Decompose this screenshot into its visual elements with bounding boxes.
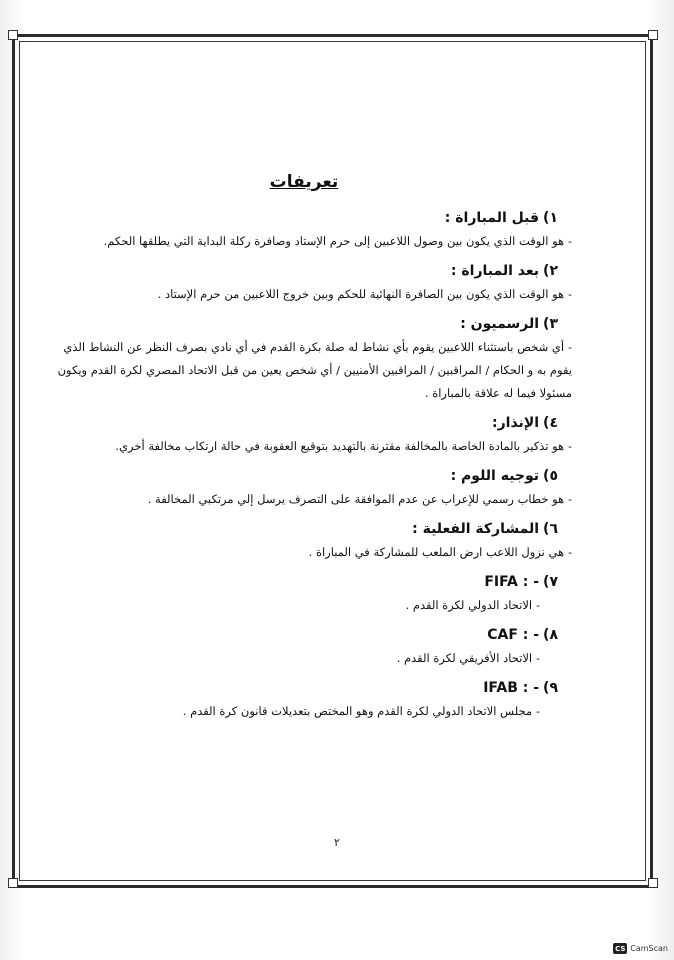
bullet-dash: - (568, 234, 572, 248)
border-corner-bottom-right (648, 878, 658, 888)
definition-text (40, 283, 576, 306)
bullet-dash: - (536, 651, 540, 665)
section-number: ٣) (543, 316, 558, 332)
section-number: ٨) (543, 627, 558, 643)
border-corner-top-right (648, 30, 658, 40)
bullet-dash: - (568, 439, 572, 453)
border-corner-bottom-left (8, 878, 18, 888)
definition-body: الاتحاد الأفريقي لكرة القدم . (396, 651, 533, 665)
section-number: ٢) (543, 263, 558, 279)
definition-heading (40, 517, 568, 541)
defined-term: المشاركة الفعلية : (412, 521, 540, 537)
defined-term: الرسميون : (460, 316, 540, 332)
definition-heading (40, 570, 568, 594)
definition-section (40, 623, 568, 670)
definition-section (40, 517, 572, 564)
defined-term: IFAB : - (483, 680, 540, 696)
definition-body: هو الوقت الذي يكون بين وصول اللاعبين إلى حرم الإستاد وصافرة ركلة البداية التي يطلقها الحكم. (103, 234, 565, 248)
bullet-dash: - (568, 545, 572, 559)
definition-heading (40, 259, 568, 283)
definition-text (40, 541, 576, 564)
document-body (40, 172, 572, 729)
definition-heading (40, 312, 568, 336)
bullet-dash: - (536, 598, 540, 612)
document-title: تعريفات (269, 172, 339, 192)
bullet-dash: - (568, 492, 572, 506)
definition-section (40, 676, 568, 723)
bullet-dash: - (568, 340, 572, 354)
section-number: ٩) (543, 680, 558, 696)
border-corner-top-left (8, 30, 18, 40)
definition-section (40, 312, 572, 405)
section-number: ١) (543, 210, 558, 226)
bullet-dash: - (536, 704, 540, 718)
defined-term: قبل المباراة : (444, 210, 540, 226)
definition-heading (40, 411, 568, 435)
definition-text (40, 435, 576, 458)
defined-term: الإنذار: (492, 415, 540, 431)
definition-text (40, 230, 576, 253)
definition-text (40, 700, 576, 723)
definition-heading (40, 676, 568, 700)
definition-section (40, 411, 572, 458)
defined-term: بعد المباراة : (450, 263, 540, 279)
definition-body: هو الوقت الذي يكون بين الصافرة النهائية للحكم وبين خروج اللاعبين من حرم الإستاد . (157, 287, 565, 301)
definition-heading (40, 623, 568, 647)
definition-body: الاتحاد الدولي لكرة القدم . (405, 598, 533, 612)
definitions-list (40, 206, 572, 723)
definition-section (40, 206, 572, 253)
camscanner-logo-icon: CS (615, 944, 626, 953)
section-number: ٧) (543, 574, 558, 590)
definition-body: أي شخص باستثناء اللاعبين يقوم بأي نشاط له صلة بكرة القدم في أي نادي بصرف النظر عن النشاط الذي يقوم به و الحكام / المراقبين / المراقبين الأمنيين / أي شخص يعين من قبل الاتحاد المصري لكرة القدم ويكون مسئولا فيما له علاقة بالمباراة . (57, 340, 572, 400)
definition-section (40, 464, 572, 511)
definition-body: هو تذكير بالمادة الخاصة بالمخالفة مقترنة بالتهديد بتوقيع العقوبة في حالة ارتكاب مخالفة أخري. (115, 439, 565, 453)
defined-term: CAF : - (487, 627, 540, 643)
definition-body: هو خطاب رسمي للإعراب عن عدم الموافقة على التصرف يرسل إلي مرتكبي المخالفة . (147, 492, 565, 506)
camscanner-label: CamScan (630, 944, 668, 953)
definition-heading (40, 206, 568, 230)
definition-text (40, 488, 576, 511)
definition-body: مجلس الاتحاد الدولي لكرة القدم وهو المختص بتعديلات قانون كرة القدم . (182, 704, 533, 718)
definition-section (40, 259, 572, 306)
section-number: ٥) (543, 468, 558, 484)
section-number: ٤) (543, 415, 558, 431)
definition-text (40, 594, 576, 617)
section-number: ٦) (543, 521, 558, 537)
definition-section (40, 570, 568, 617)
definition-text (40, 647, 576, 670)
definition-body: هي نزول اللاعب ارض الملعب للمشاركة في المباراة . (308, 545, 565, 559)
bullet-dash: - (568, 287, 572, 301)
definition-text (40, 336, 576, 405)
defined-term: توجيه اللوم : (450, 468, 540, 484)
defined-term: FIFA : - (484, 574, 540, 590)
page-number: ٢ (334, 836, 340, 849)
definition-heading (40, 464, 568, 488)
camscanner-watermark (613, 943, 668, 954)
